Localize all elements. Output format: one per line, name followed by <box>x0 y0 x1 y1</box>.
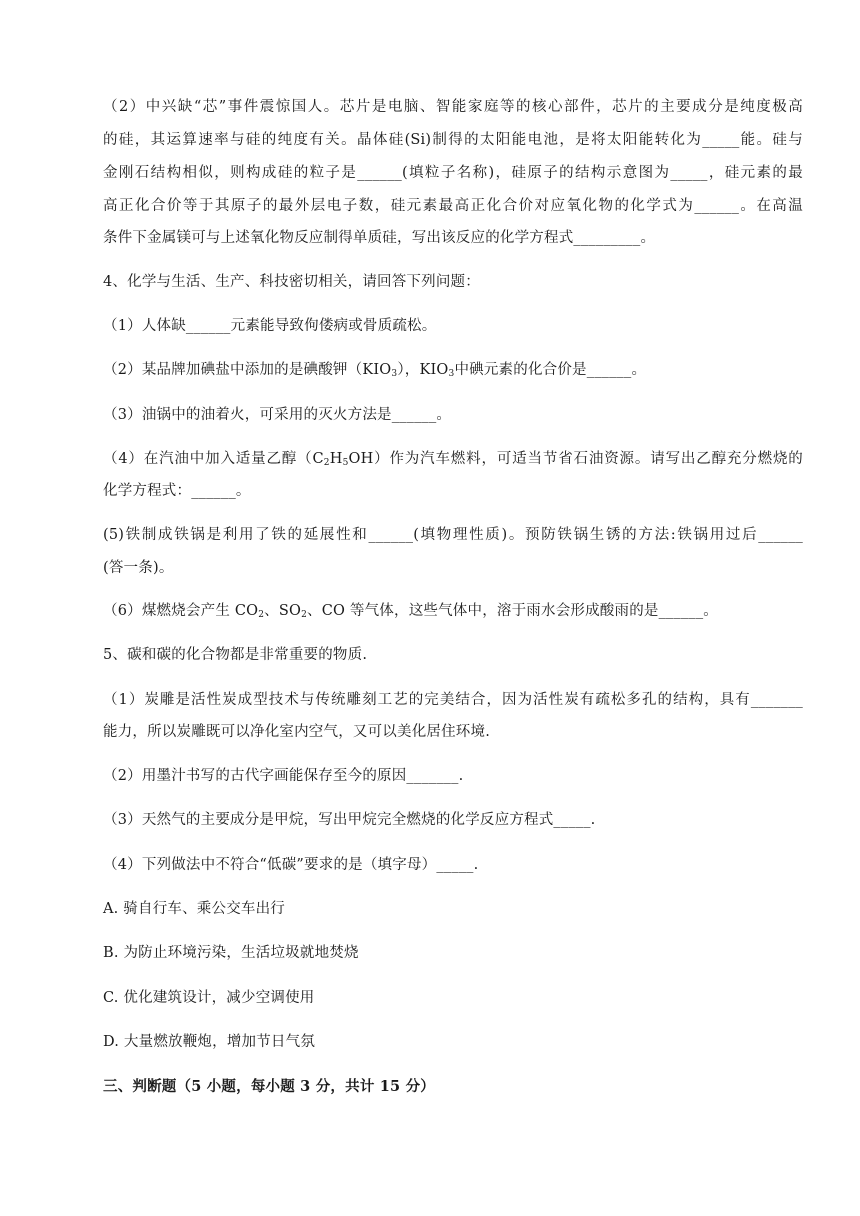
q5-title: 5、碳和碳的化合物都是非常重要的物质. <box>103 647 368 663</box>
q4-item2-text-a: （2）某品牌加碘盐中添加的是碘酸钾（KIO <box>103 362 392 378</box>
q4-item5-line1: (5)铁制成铁锅是利用了铁的延展性和______(填物理性质)。预防铁锅生锈的方法:铁锅用过后______ <box>103 527 803 543</box>
q4-item4-sub2: 5 <box>342 458 349 468</box>
q4-item1: （1）人体缺______元素能导致佝偻病或骨质疏松。 <box>103 318 437 334</box>
q3-part2-line4: 高正化合价等于其原子的最外层电子数，硅元素最高正化合价对应氧化物的化学式为______。在高温 <box>103 198 803 214</box>
q4-item6-sub2: 2 <box>301 610 308 620</box>
q5-option-c: C. 优化建筑设计，减少空调使用 <box>103 990 315 1006</box>
q4-item6-text-c: 、CO 等气体，这些气体中，溶于雨水会形成酸雨的是______。 <box>307 603 719 619</box>
q3-part2-line5: 条件下金属镁可与上述氧化物反应制得单质硅，写出该反应的化学方程式_________。 <box>103 230 656 246</box>
q4-item2 <box>103 360 803 380</box>
q4-item4-text-c: OH）作为汽车燃料，可适当节省石油资源。请写出乙醇充分燃烧的 <box>348 451 803 467</box>
q4-item6-text-a: （6）煤燃烧会产生 CO <box>103 603 259 619</box>
q4-item5-line2: (答一条)。 <box>103 560 174 576</box>
q4-title: 4、化学与生活、生产、科技密切相关，请回答下列问题： <box>103 274 480 290</box>
q5-option-a: A. 骑自行车、乘公交车出行 <box>103 901 285 917</box>
q5-item3: （3）天然气的主要成分是甲烷，写出甲烷完全燃烧的化学反应方程式_____. <box>103 812 596 828</box>
q4-item4-text-a: （4）在汽油中加入适量乙醇（C <box>103 451 324 467</box>
q5-item4: （4）下列做法中不符合“低碳”要求的是（填字母）_____. <box>103 857 479 873</box>
q4-item3: （3）油锅中的油着火，可采用的灭火方法是______。 <box>103 407 452 423</box>
q5-item1-line1: （1）炭雕是活性炭成型技术与传统雕刻工艺的完美结合，因为活性炭有疏松多孔的结构，具有_______ <box>103 692 803 708</box>
q4-item4-line2: 化学方程式：______。 <box>103 483 251 499</box>
section3-heading: 三、判断题（5 小题，每小题 3 分，共计 15 分） <box>103 1078 435 1095</box>
q4-item4-text-b: H <box>329 451 343 467</box>
q4-item6-text-b: 、SO <box>264 603 302 619</box>
q4-item2-text-c: 中碘元素的化合价是______。 <box>454 362 647 378</box>
q5-item1-line2: 能力，所以炭雕既可以净化室内空气，又可以美化居住环境. <box>103 724 491 740</box>
q4-item2-sub2: 3 <box>448 369 455 379</box>
q4-item4-sub1: 2 <box>323 458 330 468</box>
q4-item6-sub1: 2 <box>258 610 265 620</box>
q5-item2: （2）用墨汁书写的古代字画能保存至今的原因_______. <box>103 768 464 784</box>
q4-item6 <box>103 601 803 621</box>
q3-part2-line3: 金刚石结构相似，则构成硅的粒子是______(填粒子名称)，硅原子的结构示意图为_____，硅元素的最 <box>103 165 803 181</box>
q4-item2-text-b: ），KIO <box>397 362 449 378</box>
q3-part2-line1: （2）中兴缺“芯”事件震惊国人。芯片是电脑、智能家庭等的核心部件，芯片的主要成分是纯度极高 <box>103 99 803 115</box>
q5-option-d: D. 大量燃放鞭炮，增加节日气氛 <box>103 1034 316 1050</box>
q4-item4-line1 <box>103 449 803 469</box>
q3-part2-line2: 的硅，其运算速率与硅的纯度有关。晶体硅(Si)制得的太阳能电池，是将太阳能转化为_____能。硅与 <box>103 132 803 148</box>
q5-option-b: B. 为防止环境污染，生活垃圾就地焚烧 <box>103 945 359 961</box>
q4-item2-sub1: 3 <box>391 369 398 379</box>
